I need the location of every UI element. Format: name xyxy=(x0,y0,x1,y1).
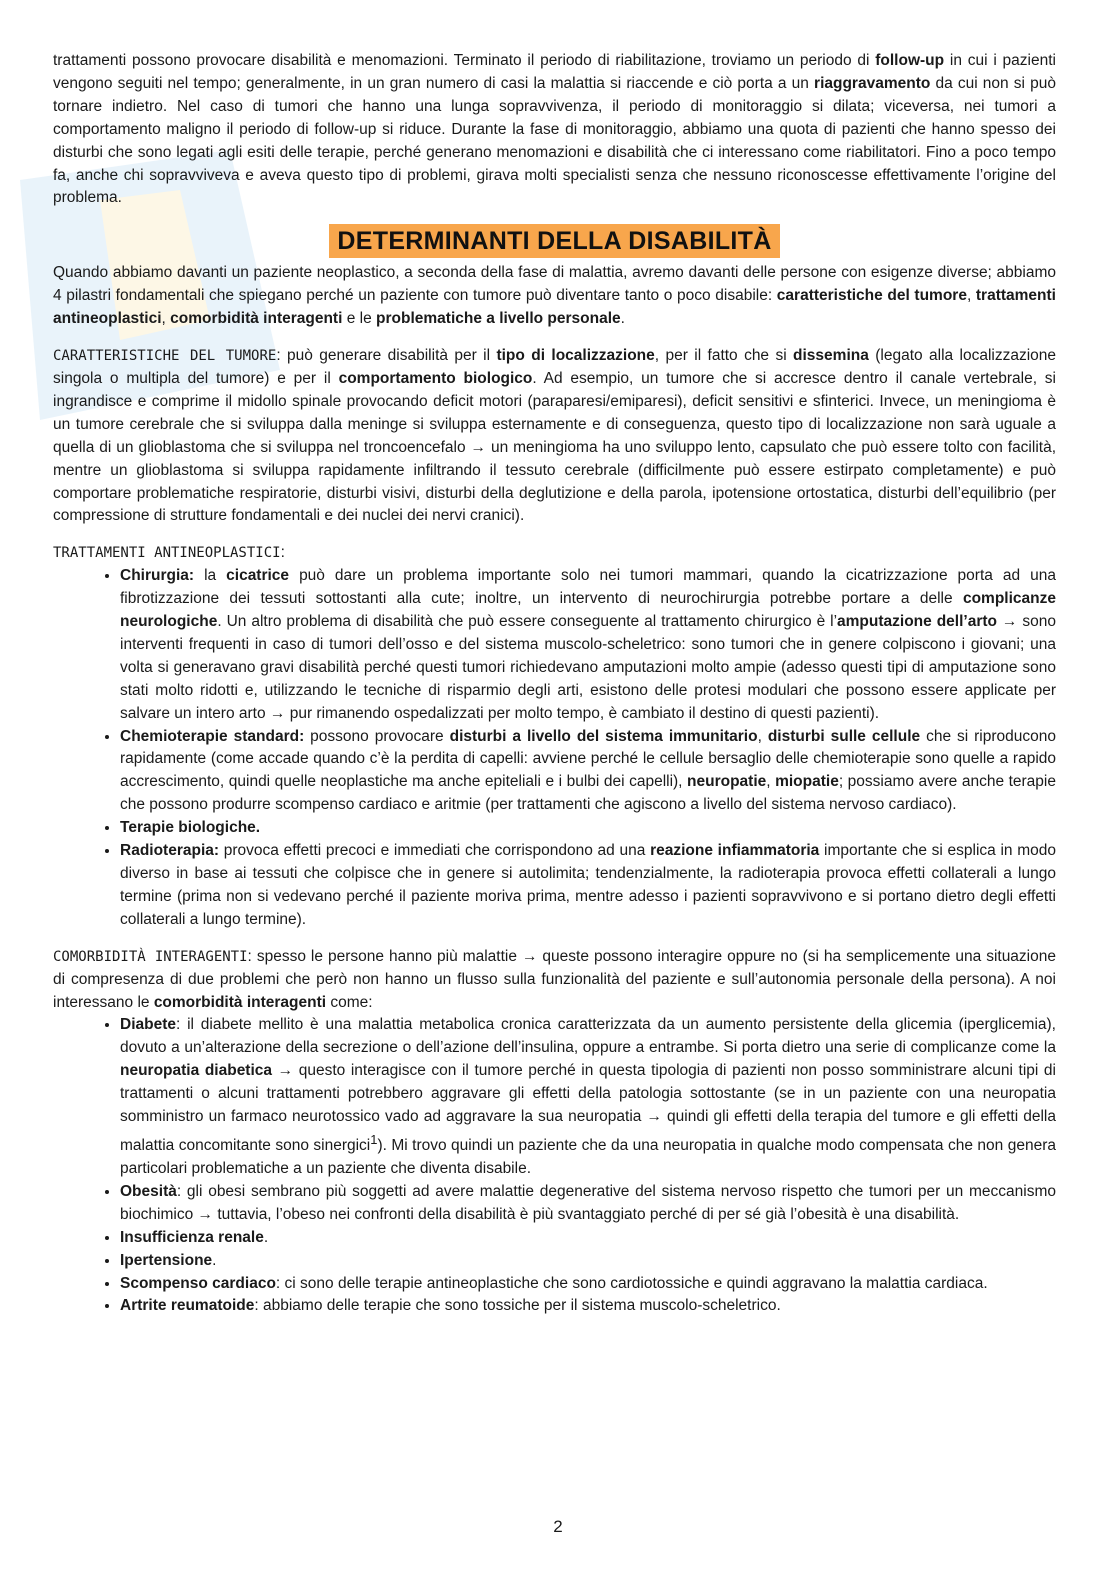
list-item-chirurgia xyxy=(120,565,1056,725)
bold-text: neuropatia diabetica xyxy=(120,1062,273,1080)
bold-text: follow-up xyxy=(875,52,945,69)
text-run: . Ad esempio, un tumore che si accresce dentro il canale vertebrale, si ingrandisce e comprime il midollo spinale provocando deficit motori (paraparesi/emiparesi), deficit sensitivi e sfinterici. Invece, un meningioma è un tumore cerebrale che si sviluppa dalla meninge si sviluppa esternamente e di conseguenza, questo tipo di localizzazione non sarà uguale a quella di un glioblastoma che si sviluppa nel troncoencefalo → un meningioma ha uno sviluppo lento, capsulato che può essere tolto con facilità, mentre un glioblastoma si sviluppa rapidamente infiltrando il tessuto cerebrale (difficilmente può essere estirpato completamente) e può comportare problematiche respiratorie, disturbi visivi, disturbi della deglutizione e della parola, ipotensione ortostatica, disturbi dell’equilibrio (per compressione di strutture fondamentali e dei nuclei dei nervi cranici). xyxy=(53,369,1056,525)
bold-text: Diabete xyxy=(120,1016,176,1034)
text-run: . xyxy=(212,1251,217,1269)
text-run: : può generare disabilità per il xyxy=(276,347,497,365)
text-run: può dare un problema importante solo nei tumori mammari, quando la cicatrizzazione porta ad una fibrotizzazione dei tessuti sottostanti alla cute; inoltre, un intervento di neurochirurgia potrebbe portare a delle xyxy=(120,567,1056,608)
bold-text: comportamento biologico xyxy=(338,369,533,387)
text-run: come: xyxy=(326,993,373,1011)
bold-text: complicanze neurologiche xyxy=(120,590,1056,631)
list-item-artrite-reumatoide xyxy=(120,1295,1056,1318)
text-run: , xyxy=(966,287,976,305)
text-run: . xyxy=(620,310,625,328)
text-run: ). Mi trovo quindi un paziente che da una neuropatia in qualche modo compensata che non genera particolari problematiche a un paziente che diventa disabile. xyxy=(120,1137,1056,1178)
bold-text: amputazione dell’arto xyxy=(837,613,997,631)
bold-text: disturbi sulle cellule xyxy=(767,727,921,745)
bold-text: neuropatie xyxy=(687,773,767,791)
text-run: provoca effetti precoci e immediati che corrispondono ad una xyxy=(219,842,651,860)
text-run: importante che si esplica in modo diverso in base ai tessuti che colpisce che in genere si autolimita; tendenzialmente, la radioterapia provoca effetti collaterali a lungo termine (prima non si vedevano perché il paziente moriva prima, mentre adesso i pazienti sopravvivono e si portano dietro degli effetti collaterali a lungo termine). xyxy=(120,842,1057,928)
paragraph-caratteristiche-tumore xyxy=(53,345,1056,528)
text-run: , xyxy=(757,727,768,745)
text-run: : spesso le persone hanno più malattie → queste possono interagire oppure no (si ha semplicemente una situazione di compresenza di due problemi che però non hanno un flusso sulla funzionalità del paziente e sull’autonomia personale della persona). A noi interessano le xyxy=(53,947,1056,1011)
bold-text: tipo di localizzazione xyxy=(496,347,655,365)
section-heading-wrap xyxy=(53,224,1056,262)
list-item-ipertensione xyxy=(120,1250,1056,1273)
page-number: 2 xyxy=(553,1517,563,1536)
list-item-radioterapia xyxy=(120,840,1056,932)
paragraph-intro xyxy=(53,50,1056,210)
text-run: . Un altro problema di disabilità che può essere conseguente al trattamento chirurgico è l’ xyxy=(217,613,838,631)
list-item-insufficienza-renale xyxy=(120,1227,1056,1250)
paragraph-comorbidita xyxy=(53,946,1056,1015)
text-run: . xyxy=(263,1228,269,1246)
section-label: CARATTERISTICHE DEL TUMORE xyxy=(53,348,277,365)
comorbidita-list xyxy=(53,1014,1056,1318)
text-run: in cui i pazienti vengono seguiti nel tempo; generalmente, in un gran numero di casi la malattia si riaccende e ciò porta a un xyxy=(53,52,1056,92)
section-label: COMORBIDITÀ INTERAGENTI xyxy=(53,948,248,965)
bold-text: miopatie xyxy=(775,773,839,791)
footnote-ref: 1 xyxy=(370,1131,378,1147)
document-page xyxy=(53,50,1056,1318)
bold-text: trattamenti antineoplastici xyxy=(53,287,1056,328)
list-item-chemioterapie xyxy=(120,726,1056,818)
list-item-obesita xyxy=(120,1181,1056,1227)
text-run: Quando abbiamo davanti un paziente neoplastico, a seconda della fase di malattia, avremo davanti delle persone con esigenze diverse; abbiamo 4 pilastri fondamentali che spiegano perché un paziente con tumore può diventare tanto o poco disabile: xyxy=(53,264,1056,305)
text-run: trattamenti possono provocare disabilità e menomazioni. Terminato il periodo di riabilitazione, troviamo un periodo di xyxy=(53,52,876,69)
bold-text: comorbidità interagenti xyxy=(170,310,343,328)
text-run: : il diabete mellito è una malattia metabolica cronica caratterizzata da un aumento persistente della glicemia (iperglicemia), dovuto a un’alterazione della secrezione o dell’azione dell’insulina, oppure a entrambe. Si porta dietro una serie di complicanze come la xyxy=(120,1016,1056,1057)
trattamenti-heading xyxy=(53,542,1056,565)
text-run: (legato alla localizzazione singola o multipla del tumore) e per il xyxy=(53,347,1057,387)
bold-text: Scompenso cardiaco xyxy=(120,1274,276,1292)
text-run: possono provocare xyxy=(304,727,450,745)
bold-text: comorbidità interagenti xyxy=(153,993,327,1011)
trattamenti-colon: : xyxy=(280,544,285,562)
text-run: , xyxy=(766,773,776,791)
text-run: , per il fatto che si xyxy=(654,347,794,365)
bold-text: Ipertensione xyxy=(120,1251,213,1269)
text-run: : gli obesi sembrano più soggetti ad avere malattie degenerative del sistema nervoso rispetto che tumori per un meccanismo biochimico → tuttavia, l’obeso nei confronti della disabilità è più svantaggiato perché di per sé già l’obesità è una disabilità. xyxy=(120,1182,1056,1223)
bold-text: disturbi a livello del sistema immunitario xyxy=(449,727,758,745)
bold-text: dissemina xyxy=(793,347,869,365)
bold-text: caratteristiche del tumore xyxy=(776,287,967,305)
text-run: , xyxy=(161,310,171,328)
bold-text: Radioterapia: xyxy=(120,842,220,860)
bold-text: Obesità xyxy=(120,1182,177,1200)
bold-text: riaggravamento xyxy=(814,74,931,92)
trattamenti-label: TRATTAMENTI ANTINEOPLASTICI xyxy=(53,545,281,562)
bold-text: reazione infiammatoria xyxy=(650,842,820,860)
text-run: e le xyxy=(342,310,377,328)
bold-text: Artrite reumatoide xyxy=(120,1297,255,1315)
text-run: : abbiamo delle terapie che sono tossiche per il sistema muscolo-scheletrico. xyxy=(254,1297,781,1315)
trattamenti-list xyxy=(53,565,1056,932)
text-run: : ci sono delle terapie antineoplastiche che sono cardiotossiche e quindi aggravano la malattia cardiaca. xyxy=(275,1274,988,1292)
list-item-terapie-biologiche xyxy=(120,817,1056,840)
text-run: da cui non si può tornare indietro. Nel caso di tumori che hanno una lunga sopravvivenza, il periodo di monitoraggio si dilata; viceversa, nei tumori a comportamento maligno il periodo di follow-up si riduce. Durante la fase di monitoraggio, abbiamo una quota di pazienti che hanno spesso dei disturbi che sono legati agli esiti delle terapie, perché generano menomazioni e disabilità che ci interessano come riabilitatori. Fino a poco tempo fa, anche chi sopravviveva e aveva questo tipo di problemi, girava molti specialisti senza che nessuno riconoscesse effettivamente l’origine del problema. xyxy=(53,74,1056,207)
text-run: ; possiamo avere anche terapie che possono produrre scompenso cardiaco e aritmie (per trattamenti che agiscono a livello del sistema nervoso cardiaco). xyxy=(120,773,1056,814)
list-item-diabete xyxy=(120,1014,1056,1181)
bold-text: Chirurgia: xyxy=(120,567,195,585)
bold-text: Insufficienza renale xyxy=(120,1228,264,1246)
bold-text: Terapie biologiche. xyxy=(120,819,261,837)
paragraph-determinanti xyxy=(53,262,1056,331)
list-item-scompenso-cardiaco xyxy=(120,1273,1056,1296)
bold-text: Chemioterapie standard: xyxy=(120,727,305,745)
section-heading: DETERMINANTI DELLA DISABILITÀ xyxy=(329,224,779,258)
text-run: che si riproducono rapidamente (come accade quando c’è la perdita di capelli: avviene perché le cellule bersaglio delle chemioterapie sono quelle a rapido accrescimento, quindi quelle neoplastiche ma anche epiteliali e i bulbi dei capelli), xyxy=(120,727,1057,791)
text-run: → sono interventi frequenti in caso di tumori dell’osso e del sistema muscolo-scheletrico: sono tumori che in genere colpiscono i giovani; una volta si generavano gravi disabilità perché questi tumori richiedevano amputazioni molto ampie (adesso questi tipi di amputazione sono stati molto ridotti e, utilizzando le tecniche di risparmio degli arti, esistono delle protesi modulari che possono essere applicate per salvare un intero arto → pur rimanendo ospedalizzati per molto tempo, è cambiato il destino di questi pazienti). xyxy=(120,613,1056,722)
bold-text: cicatrice xyxy=(226,567,290,585)
text-run: → questo interagisce con il tumore perché in questa tipologia di pazienti non posso somministrare alcuni tipi di trattamenti o alcuni trattamenti potrebbero aggravare gli effetti della patologia sottostante (se in un paziente con una neuropatia somministro un farmaco neurotossico vado ad aggravare la sua neuropatia → quindi gli effetti della terapia del tumore e gli effetti della malattia concomitante sono sinergici xyxy=(120,1062,1056,1155)
text-run: la xyxy=(194,567,227,585)
bold-text: problematiche a livello personale xyxy=(376,310,621,328)
